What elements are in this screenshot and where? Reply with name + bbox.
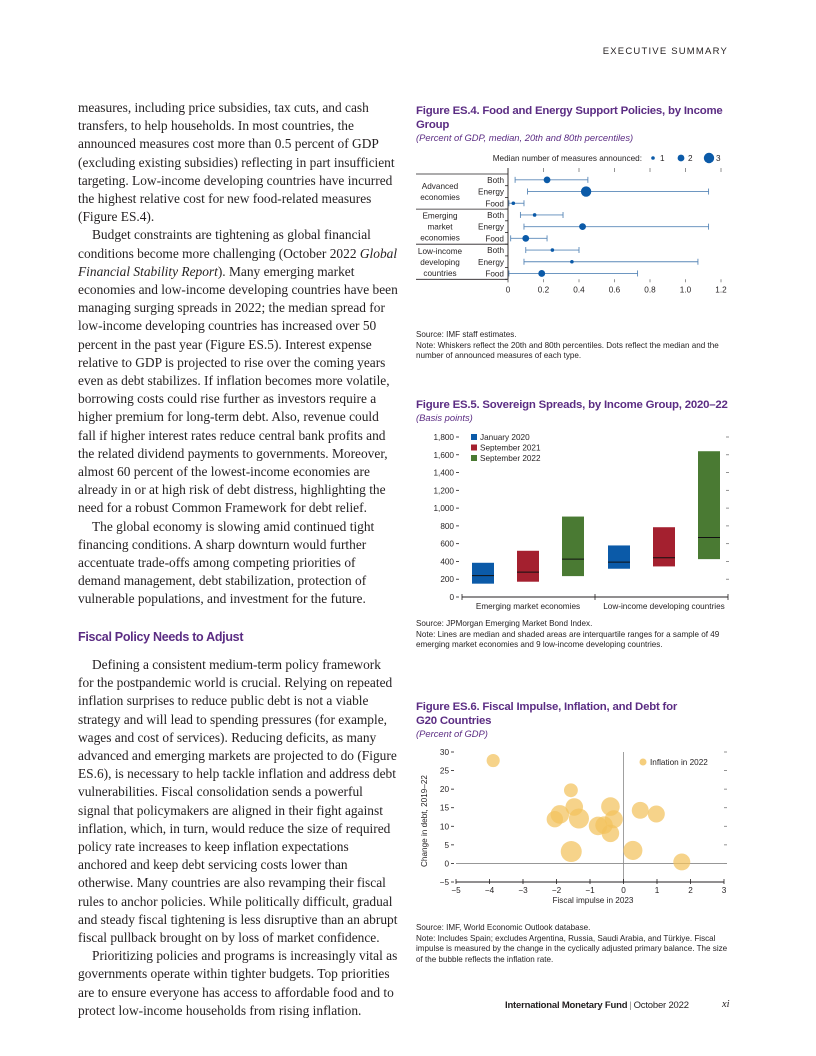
x-tick-label: 1.2 xyxy=(715,285,727,295)
x-tick-label: 0 xyxy=(505,285,511,295)
figure-note: Note: Includes Spain; excludes Argentina, Russia, Saudi Arabia, and Türkiye. Fiscal impulse is measured by the change in the cyclically adjusted primary balance. The size of the bubble reflects the inflation rate. xyxy=(416,933,728,964)
figure-notes xyxy=(416,330,730,362)
legend-label: 3 xyxy=(716,154,721,163)
y-axis-label: Change in debt, 2019–22 xyxy=(420,775,429,867)
row-label: Both xyxy=(487,246,504,256)
y-tick-label: 1,800 xyxy=(433,433,454,442)
legend-title: Median number of measures announced: xyxy=(492,154,642,163)
paragraph: The global economy is slowing amid continued tight financing conditions. A sharp downturn would further accentuate trade-offs among competing priorities of demand management, debt stabilization, protection of vulnerable populations, and investment for the future. xyxy=(78,518,375,607)
legend-label: September 2021 xyxy=(480,443,541,453)
y-tick-label: 30 xyxy=(439,748,449,757)
paragraph-text: Budget constraints are tightening as global financial conditions become more challenging (October 2022 xyxy=(78,227,371,261)
bubble xyxy=(623,841,642,860)
y-tick-label: 1,600 xyxy=(433,450,454,460)
row-label: Energy xyxy=(478,187,504,197)
iqr-bar xyxy=(653,527,675,566)
legend-label: Inflation in 2022 xyxy=(650,758,708,767)
x-tick-label: 0.6 xyxy=(608,285,621,295)
legend-marker xyxy=(704,153,714,163)
bubble xyxy=(632,802,649,819)
x-tick-label: 2 xyxy=(688,886,693,895)
row-label: Energy xyxy=(478,257,504,267)
y-tick-label: 15 xyxy=(439,803,449,813)
median-dot xyxy=(581,186,591,196)
median-dot xyxy=(544,176,551,183)
paragraph-text: ). Many emerging market economies and low-income developing countries have been managing surging spreads in 2022; the median spread for low-income developing countries has increased over 50 percent in the past year (Figure ES.5). Interest expense relative to GDP is projected to rise over the coming years even as debt stabilizes. If inflation becomes more volatile, borrowing costs could rise further as investors require a higher premium for long-term debt. Also, revenue could fall if higher interest rates reduce central bank profits and the related dividend payments to governments. Moreover, almost 60 percent of the lowest-income economies are already in or at high risk of debt distress, highlighting the need for a robust Common Framework for debt relief. xyxy=(78,263,398,516)
figure-es4 xyxy=(416,104,730,362)
group-label: developing xyxy=(420,257,460,267)
publication-title: Global Financial Stability Report xyxy=(78,245,398,279)
paragraph: Defining a consistent medium-term policy framework for the postpandemic world is crucial. Relying on repeated inflation surprises to reduce public debt is not a viable strategy and will lead to spending pressures (for example, wages and cost of services). Reducing deficits, as many advanced and emerging markets are projected to do (Figure ES.6), is necessary to help tackle inflation and address debt vulnerabilities. Fiscal consolidation sends a powerful signal that policymakers are aligned in their fight against inflation, which, in turn, would reduce the size of required policy rate increases to keep inflation expectations anchored and keep debt servicing costs lower than otherwise. Many countries are also revamping their fiscal rules to anchor policies. While politically difficult, gradual and steady fiscal tightening is less disruptive than an abrupt fiscal pullback brought on by loss of market confidence. xyxy=(78,656,398,945)
y-tick-label: 10 xyxy=(439,822,449,832)
x-tick-label: 0 xyxy=(621,886,626,895)
legend-swatch xyxy=(471,445,477,451)
iqr-bar xyxy=(517,551,539,582)
x-axis-label: Fiscal impulse in 2023 xyxy=(552,896,634,905)
legend-label: September 2022 xyxy=(480,454,541,463)
es4-chart xyxy=(410,152,730,322)
page-footer xyxy=(505,1000,689,1011)
figure-source: Source: IMF staff estimates. xyxy=(416,330,517,339)
iqr-bar xyxy=(562,517,584,577)
figure-es5 xyxy=(416,398,730,651)
x-tick-label: 0.4 xyxy=(573,285,585,295)
running-head: EXECUTIVE SUMMARY xyxy=(602,46,728,57)
x-tick-label: 0.2 xyxy=(537,285,550,295)
paragraph: measures, including price subsidies, tax cuts, and cash transfers, to help households. In most countries, the announced measures cost more than 0.5 percent of GDP (excluding existing subsidies) reflecting in part insufficient targeting. Low-income developing countries have incurred the highest relative cost for new food-related measures (Figure ES.4). xyxy=(78,100,395,225)
iqr-bar xyxy=(698,451,720,559)
y-tick-label: 25 xyxy=(439,766,449,776)
row-label: Food xyxy=(485,234,504,244)
bubble xyxy=(487,754,500,767)
footer-separator: | xyxy=(629,1000,632,1011)
legend-label: 2 xyxy=(688,154,693,163)
legend-marker xyxy=(651,156,655,160)
figure-notes xyxy=(416,923,730,965)
group-label: economies xyxy=(420,233,460,243)
figure-title: Figure ES.6. Fiscal Impulse, Inflation, and Debt for G20 Countries xyxy=(416,701,678,727)
legend-marker xyxy=(640,759,647,766)
x-tick-label: −1 xyxy=(585,886,595,895)
x-tick-label: −5 xyxy=(451,886,461,895)
y-tick-label: 1,400 xyxy=(433,468,454,478)
x-tick-label: 0.8 xyxy=(644,285,656,295)
y-tick-label: 5 xyxy=(444,840,449,850)
median-dot xyxy=(551,248,555,252)
paragraph xyxy=(78,226,398,517)
es5-chart xyxy=(410,426,730,614)
figure-es6 xyxy=(416,700,730,965)
bubble xyxy=(648,806,665,823)
row-label: Food xyxy=(485,269,504,279)
figure-subtitle: (Percent of GDP) xyxy=(416,728,488,739)
es6-chart xyxy=(410,746,730,918)
figure-note: Note: Lines are median and shaded areas are interquartile ranges for a sample of 49 emerging market economies and 9 low-income developing countries. xyxy=(416,629,720,649)
group-label: economies xyxy=(420,193,460,203)
group-label: Advanced xyxy=(421,182,459,192)
legend-swatch xyxy=(471,455,477,461)
paragraph: Prioritizing policies and programs is increasingly vital as governments operate within tighter budgets. Top priorities are to ensure everyone has access to affordable food and to protect low-income households from rising inflation. xyxy=(78,948,398,1018)
category-label: Emerging market economies xyxy=(475,602,581,611)
body-text-column xyxy=(78,99,398,1020)
y-tick-label: 800 xyxy=(440,521,454,531)
row-label: Food xyxy=(485,199,504,209)
row-label: Energy xyxy=(478,222,504,232)
figure-subtitle: (Basis points) xyxy=(416,412,473,423)
bubble xyxy=(551,805,570,824)
bubble xyxy=(564,783,578,797)
y-tick-label: 20 xyxy=(439,785,449,795)
y-tick-label: 0 xyxy=(444,859,449,869)
bubble xyxy=(673,853,690,870)
legend-label: January 2020 xyxy=(480,433,530,442)
category-label: Low-income developing countries xyxy=(603,602,725,611)
group-label: Low-income xyxy=(417,246,463,256)
x-tick-label: −3 xyxy=(518,886,528,895)
median-dot xyxy=(533,213,537,217)
group-label: countries xyxy=(423,268,457,278)
iqr-bar xyxy=(608,545,630,568)
x-tick-label: 3 xyxy=(721,886,727,895)
x-tick-label: −4 xyxy=(484,886,495,895)
median-dot xyxy=(570,260,574,264)
figure-title: Figure ES.5. Sovereign Spreads, by Income Group, 2020–22 xyxy=(416,399,728,411)
y-tick-label: 600 xyxy=(440,539,454,549)
y-tick-label: 400 xyxy=(440,557,454,567)
y-tick-label: 0 xyxy=(449,593,454,602)
bubble xyxy=(602,825,620,843)
y-tick-label: 1,000 xyxy=(433,504,454,514)
y-tick-label: 200 xyxy=(440,575,454,585)
legend-marker xyxy=(678,155,685,162)
figure-source: Source: IMF, World Economic Outlook database. xyxy=(416,923,591,932)
row-label: Both xyxy=(487,175,504,185)
figure-notes xyxy=(416,619,730,651)
legend-label: 1 xyxy=(660,154,665,163)
x-tick-label: 1 xyxy=(654,886,660,895)
footer-date: October 2022 xyxy=(633,1000,689,1011)
figure-note: Note: Whiskers reflect the 20th and 80th percentiles. Dots reflect the median and the number of announced measures of each type. xyxy=(416,340,719,360)
y-tick-label: 1,200 xyxy=(433,486,454,496)
median-dot xyxy=(522,235,529,242)
x-tick-label: −2 xyxy=(551,886,562,895)
iqr-bar xyxy=(472,563,494,584)
y-tick-label: −5 xyxy=(439,878,449,887)
group-label: Emerging xyxy=(422,211,458,221)
legend-swatch xyxy=(471,434,477,440)
median-dot xyxy=(512,201,516,205)
figure-title: Figure ES.4. Food and Energy Support Policies, by Income Group xyxy=(416,105,723,131)
page-number: xi xyxy=(722,999,730,1010)
footer-publisher: International Monetary Fund xyxy=(505,1000,628,1011)
bubble xyxy=(561,841,582,862)
bubble xyxy=(569,808,589,828)
figure-subtitle: (Percent of GDP, median, 20th and 80th percentiles) xyxy=(416,132,634,143)
group-label: market xyxy=(427,222,453,232)
row-label: Both xyxy=(487,210,504,220)
median-dot xyxy=(579,223,586,230)
figure-source: Source: JPMorgan Emerging Market Bond Index. xyxy=(416,619,593,628)
median-dot xyxy=(538,270,545,277)
x-tick-label: 1.0 xyxy=(679,285,692,295)
section-heading: Fiscal Policy Needs to Adjust xyxy=(78,629,244,644)
